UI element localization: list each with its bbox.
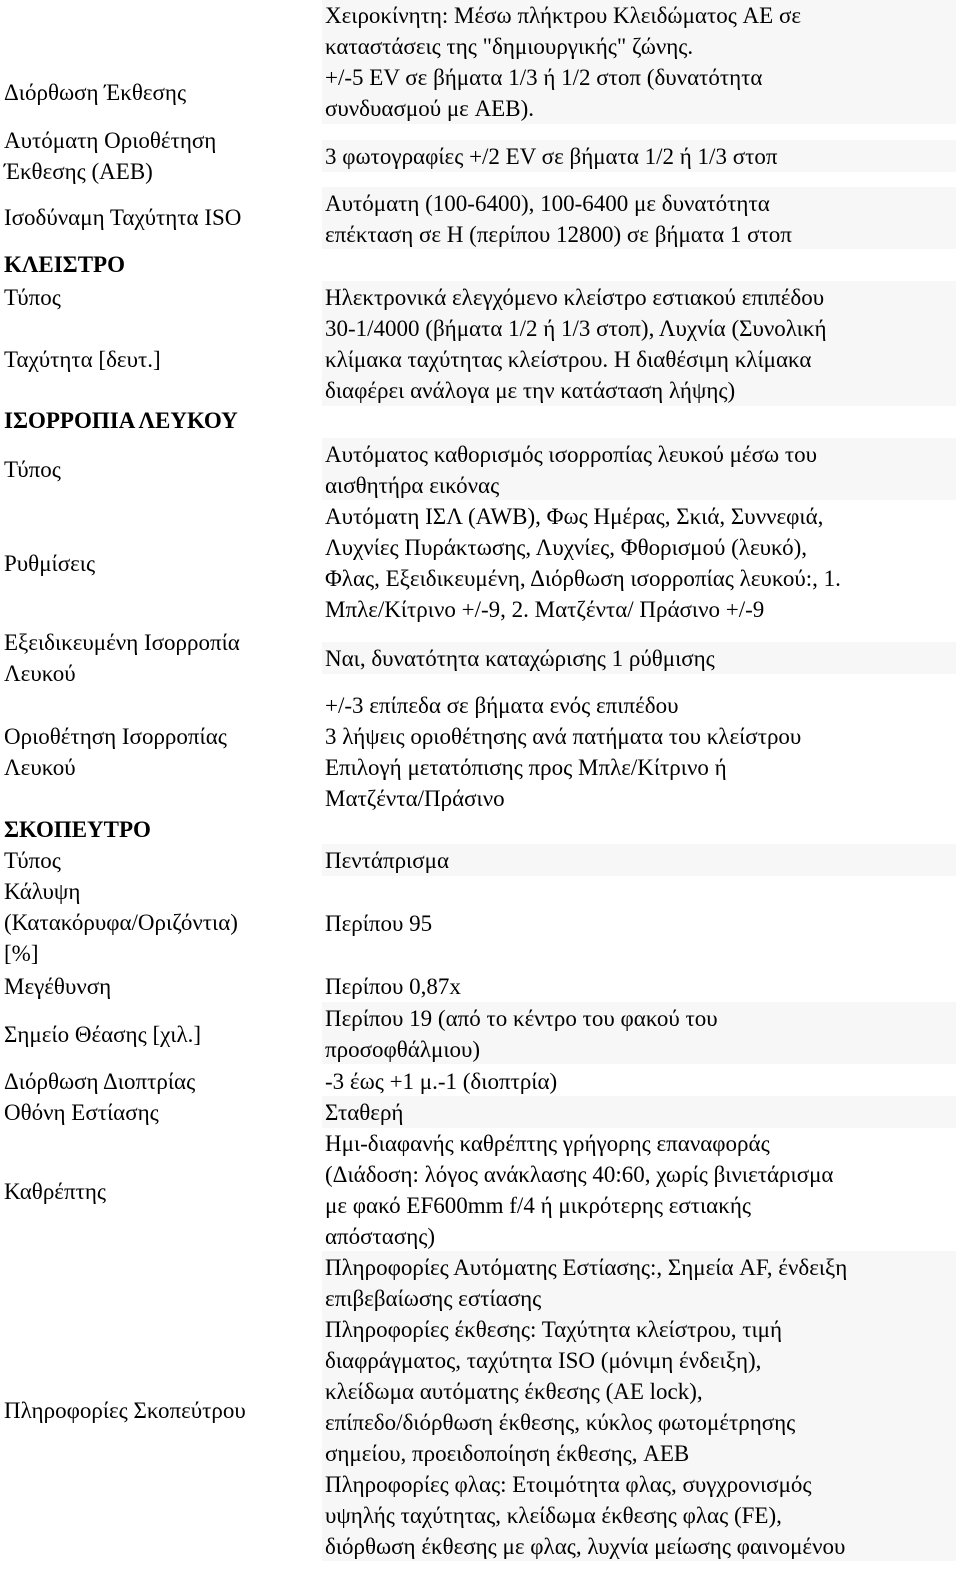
spec-value: απόστασης): [325, 1224, 436, 1249]
spec-value: Αυτόματη ΙΣΛ (AWB), Φως Ημέρας, Σκιά, Συννεφιά,: [325, 504, 824, 529]
spec-label: Διόρθωση Έκθεσης: [4, 80, 187, 105]
spec-value: 30-1/4000 (βήματα 1/2 ή 1/3 στοπ), Λυχνία (Συνολική: [325, 316, 827, 341]
spec-value: Πληροφορίες Αυτόματης Εστίασης:, Σημεία AF, ένδειξη: [325, 1255, 848, 1280]
spec-label: Πληροφορίες Σκοπεύτρου: [4, 1398, 246, 1423]
spec-value: Αυτόματος καθορισμός ισορροπίας λευκού μέσω του: [325, 442, 818, 467]
spec-value: Περίπου 19 (από το κέντρο του φακού του: [325, 1006, 718, 1031]
spec-label: (Κατακόρυφα/Οριζόντια): [4, 910, 238, 935]
spec-value: επιβεβαίωσης εστίασης: [325, 1286, 542, 1311]
spec-value: επίπεδο/διόρθωση έκθεσης, κύκλος φωτομέτρησης: [325, 1410, 796, 1435]
spec-value: διόρθωση έκθεσης με φλας, λυχνία μείωσης φαινομένου: [325, 1534, 846, 1559]
spec-value: Ηλεκτρονικά ελεγχόμενο κλείστρο εστιακού επιπέδου: [325, 285, 825, 310]
spec-label: Κάλυψη: [4, 879, 81, 904]
spec-label: Ρυθμίσεις: [4, 551, 96, 576]
spec-value: Επιλογή μετατόπισης προς Μπλε/Κίτρινο ή: [325, 755, 727, 780]
spec-value: με φακό EF600mm f/4 ή μικρότερης εστιακής: [325, 1193, 751, 1218]
spec-value: κλείδωμα αυτόματης έκθεσης (AE lock),: [325, 1379, 703, 1404]
section-heading: ΣΚΟΠΕΥΤΡΟ: [4, 817, 151, 842]
value-shading: [322, 1096, 956, 1128]
spec-label: Τύπος: [4, 285, 61, 310]
spec-value: συνδυασμού με AEB).: [325, 96, 534, 121]
spec-value: Πληροφορίες φλας: Ετοιμότητα φλας, συγχρονισμός: [325, 1472, 812, 1497]
section-heading: ΚΛΕΙΣΤΡΟ: [4, 252, 125, 277]
spec-label: Ισοδύναμη Ταχύτητα ISO: [4, 205, 242, 230]
spec-label: [%]: [4, 941, 39, 966]
spec-value: (Διάδοση: λόγος ανάκλασης 40:60, χωρίς βινιετάρισμα: [325, 1162, 834, 1187]
spec-label: Καθρέπτης: [4, 1179, 106, 1204]
spec-value: -3 έως +1 μ.-1 (διοπτρία): [325, 1069, 558, 1094]
spec-label: Οθόνη Εστίασης: [4, 1100, 159, 1125]
spec-value: προσοφθάλμιου): [325, 1037, 481, 1062]
spec-value: επέκταση σε H (περίπου 12800) σε βήματα 1 στοπ: [325, 222, 792, 247]
spec-label: Σημείο Θέασης [χιλ.]: [4, 1022, 202, 1047]
spec-value: διαφράγματος, ταχύτητα ISO (μόνιμη ένδειξη),: [325, 1348, 762, 1373]
spec-value: Χειροκίνητη: Μέσω πλήκτρου Κλειδώματος AE σε: [325, 3, 802, 28]
spec-value: Περίπου 0,87x: [325, 974, 461, 999]
spec-value: καταστάσεις της "δημιουργικής" ζώνης.: [325, 34, 694, 59]
spec-value: Σταθερή: [325, 1100, 404, 1125]
spec-value: διαφέρει ανάλογα με την κατάσταση λήψης): [325, 378, 736, 403]
spec-label: Τύπος: [4, 848, 61, 873]
spec-value: Μπλε/Κίτρινο +/-9, 2. Ματζέντα/ Πράσινο +/-9: [325, 597, 765, 622]
spec-value: Πληροφορίες έκθεσης: Ταχύτητα κλείστρου, τιμή: [325, 1317, 783, 1342]
spec-value: Αυτόματη (100-6400), 100-6400 με δυνατότητα: [325, 191, 770, 216]
spec-label: Οριοθέτηση Ισορροπίας: [4, 724, 227, 749]
spec-value: αισθητήρα εικόνας: [325, 473, 500, 498]
spec-value: Ημι-διαφανής καθρέπτης γρήγορης επαναφοράς: [325, 1131, 770, 1156]
spec-value: Ναι, δυνατότητα καταχώρισης 1 ρύθμισης: [325, 646, 715, 671]
section-heading: ΙΣΟΡΡΟΠΙΑ ΛΕΥΚΟΥ: [4, 408, 238, 433]
spec-value: υψηλής ταχύτητας, κλείδωμα έκθεσης φλας (FE),: [325, 1503, 782, 1528]
spec-label: Ταχύτητα [δευτ.]: [4, 347, 161, 372]
spec-label: Λευκού: [4, 755, 76, 780]
spec-value: +/-3 επίπεδα σε βήματα ενός επιπέδου: [325, 693, 679, 718]
spec-value: +/-5 EV σε βήματα 1/3 ή 1/2 στοπ (δυνατότητα: [325, 65, 763, 90]
spec-value: σημείου, προειδοποίηση έκθεσης, AEB: [325, 1441, 690, 1466]
spec-value: κλίμακα ταχύτητας κλείστρου. Η διαθέσιμη κλίμακα: [325, 347, 812, 372]
spec-label: Μεγέθυνση: [4, 974, 112, 999]
spec-value: Λυχνίες Πυράκτωσης, Λυχνίες, Φθορισμού (λευκό),: [325, 535, 807, 560]
spec-label: Έκθεσης (AEB): [4, 159, 153, 184]
spec-value: Περίπου 95: [325, 911, 433, 936]
spec-label: Τύπος: [4, 457, 61, 482]
spec-value: 3 φωτογραφίες +/2 EV σε βήματα 1/2 ή 1/3 στοπ: [325, 144, 778, 169]
spec-label: Διόρθωση Διοπτρίας: [4, 1069, 196, 1094]
spec-value: Φλας, Εξειδικευμένη, Διόρθωση ισορροπίας λευκού:, 1.: [325, 566, 841, 591]
spec-label: Εξειδικευμένη Ισορροπία: [4, 630, 240, 655]
spec-value: Ματζέντα/Πράσινο: [325, 786, 505, 811]
spec-value: Πεντάπρισμα: [325, 848, 450, 873]
spec-label: Λευκού: [4, 661, 76, 686]
spec-value: 3 λήψεις οριοθέτησης ανά πατήματα του κλείστρου: [325, 724, 802, 749]
spec-label: Αυτόματη Οριοθέτηση: [4, 128, 217, 153]
